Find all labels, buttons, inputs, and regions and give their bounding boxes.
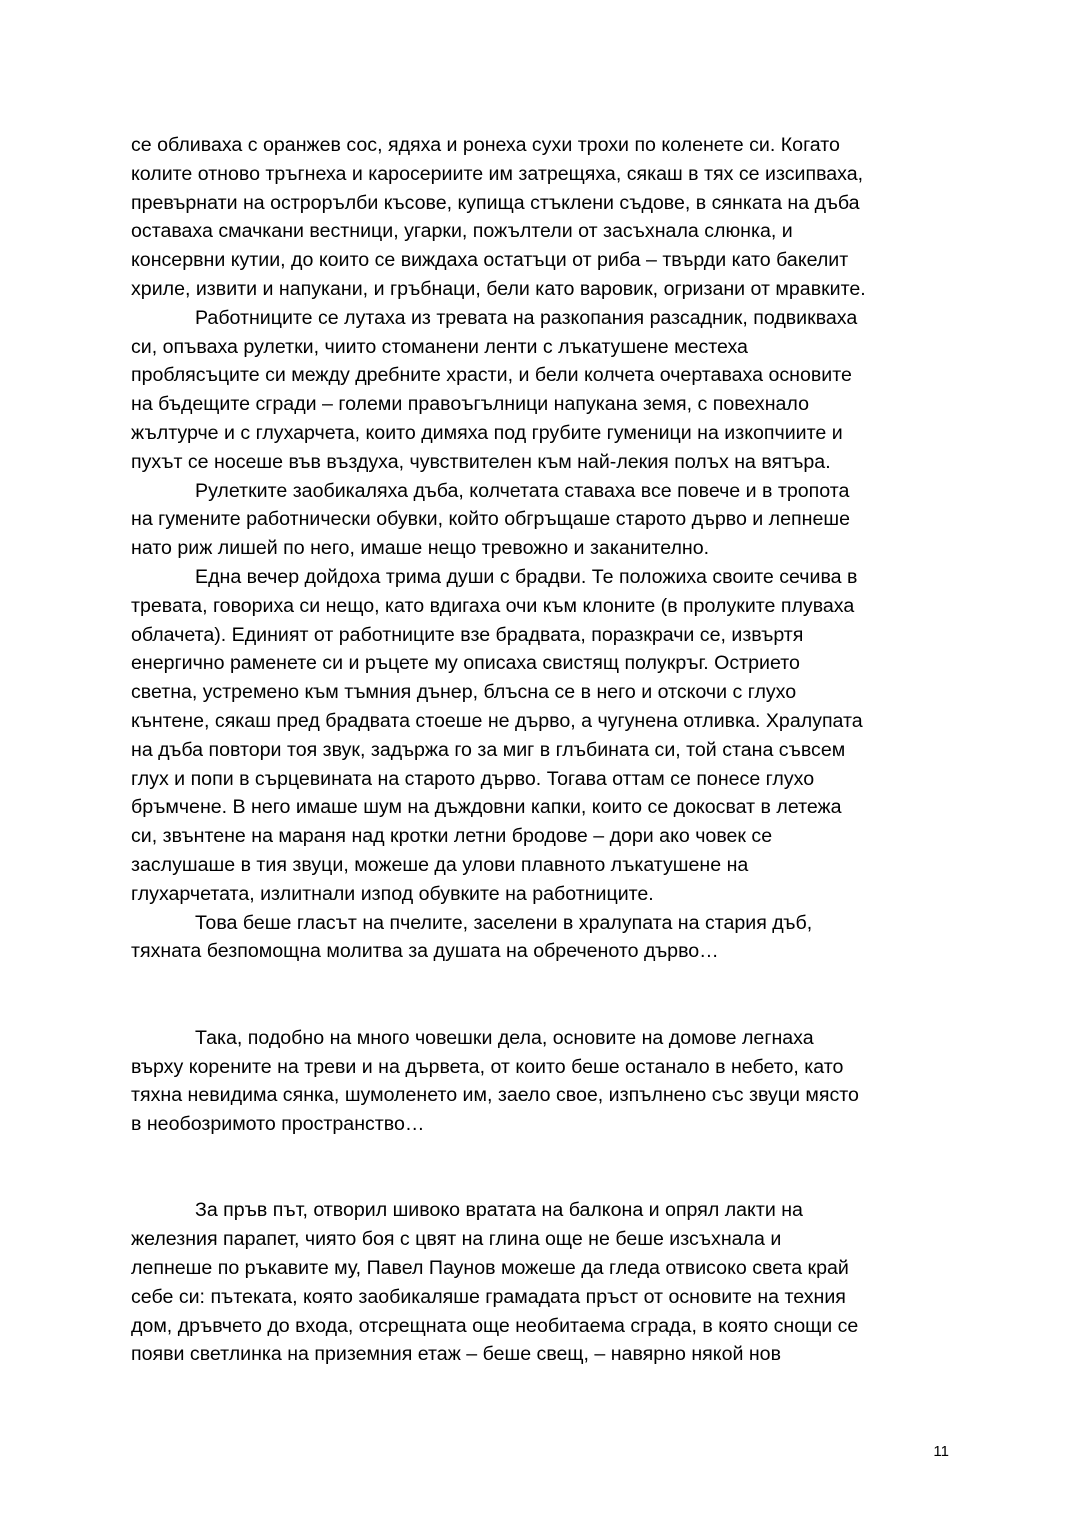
text-line: хриле, извити и напукани, и гръбнаци, бели като варовик, огризани от мравките. — [131, 277, 866, 300]
text-line: тяхна невидима сянка, шумоленето им, заело свое, изпълнено със звуци място — [131, 1084, 859, 1107]
text-line: превърнати на острорълби късове, купища стъклени съдове, в сянката на дъба — [131, 191, 860, 214]
text-line: върху корените на треви и на дървета, от които беше останало в небето, като — [131, 1055, 844, 1078]
text-line: лепнеше по ръкавите му, Павел Паунов можеше да гледа отвисоко света край — [131, 1257, 849, 1280]
text-line: глух и попи в сърцевината на старото дърво. Тогава оттам се понесе глухо — [131, 767, 815, 790]
paragraph-start-line: Работниците се лутаха из тревата на разкопания разсадник, подвикваха — [195, 306, 858, 329]
text-line: пухът се носеше във въздуха, чувствителен към най-лекия полъх на вятъра. — [131, 450, 831, 473]
text-line: на дъба повтори тоя звук, задържа го за миг в глъбината си, той стана съвсем — [131, 738, 846, 761]
text-line: жълтурче и с глухарчета, които димяха под грубите гуменици на изкопчиите и — [131, 421, 843, 444]
paragraph-start-line: Така, подобно на много човешки дела, основите на домове легнаха — [195, 1026, 814, 1049]
text-line: колите отново тръгнеха и каросериите им затрещяха, сякаш в тях се изсипваха, — [131, 162, 864, 185]
text-line: появи светлинка на приземния етаж – беше свещ, – навярно някой нов — [131, 1343, 781, 1366]
text-line: в необозримото пространство… — [131, 1113, 425, 1136]
text-line: тревата, говориха си нещо, като вдигаха очи към клоните (в пролуките плуваха — [131, 594, 855, 617]
text-line: се обливаха с оранжев сос, ядяха и ронеха сухи трохи по коленете си. Когато — [131, 134, 840, 156]
text-line: си, опъваха рулетки, чиито стоманени ленти с лъкатушене местеха — [131, 335, 748, 358]
text-line: енергично раменете си и ръцете му описаха свистящ полукръг. Острието — [131, 652, 800, 675]
paragraph-start-line: Рулетките заобикаляха дъба, колчетата ставаха все повече и в тропота — [195, 479, 850, 502]
text-line: бръмчене. В него имаше шум на дъждовни капки, които се докосват в летежа — [131, 796, 842, 819]
paragraph-start-line: Една вечер дойдоха трима души с брадви. Те положиха своите сечива в — [195, 565, 858, 588]
section-spacer — [131, 995, 961, 1024]
text-line: на бъдещите сгради – големи правоъгълници напукана земя, с повехнало — [131, 393, 809, 416]
text-line: тяхната безпомощна молитва за душата на обреченото дърво… — [131, 940, 719, 963]
paragraph-start-line: За пръв път, отворил шивоко вратата на балкона и опрял лакти на — [195, 1199, 803, 1222]
text-line: заслушаше в тия звуци, можеше да улови плавното лъкатушене на — [131, 853, 749, 876]
text-line: кънтене, сякаш пред брадвата стоеше не дърво, а чугунена отливка. Хралупата — [131, 709, 863, 732]
text-line: проблясъците си между дребните храсти, и бели колчета очертаваха основите — [131, 364, 852, 387]
section-spacer — [131, 1139, 961, 1168]
text-line: глухарчетата, излитнали изпод обувките на работниците. — [131, 882, 654, 905]
text-line: облачета). Единият от работниците взе брадвата, поразкрачи се, извъртя — [131, 623, 804, 646]
text-line: нато риж лишей по него, имаше нещо тревожно и заканително. — [131, 537, 710, 560]
document-body — [131, 131, 961, 1369]
text-line: железния парапет, чиято боя с цвят на глина още не беше изсъхнала и — [131, 1228, 782, 1251]
section-spacer — [131, 966, 961, 995]
text-line: си, звънтене на мараня над кротки летни бродове – дори ако човек се — [131, 825, 773, 848]
text-line: дом, дръвчето до входа, отсрещната още необитаема сграда, в която снощи се — [131, 1314, 859, 1337]
page-number: 11 — [933, 1443, 949, 1460]
text-line: светна, устремено към тъмния дънер, блъсна се в него и отскочи с глухо — [131, 681, 797, 704]
text-line: на гумените работнически обувки, който обгръщаше старото дърво и лепнеше — [131, 508, 850, 531]
text-line: консервни кутии, до които се виждаха остатъци от риба – твърди като бакелит — [131, 249, 849, 272]
text-line: себе си: пътеката, която заобикаляше грамадата пръст от основите на техния — [131, 1285, 846, 1308]
paragraph-start-line: Това беше гласът на пчелите, заселени в хралупата на стария дъб, — [195, 911, 813, 934]
section-spacer — [131, 1168, 961, 1197]
text-line: оставаха смачкани вестници, угарки, пожълтели от засъхнала слюнка, и — [131, 220, 793, 243]
